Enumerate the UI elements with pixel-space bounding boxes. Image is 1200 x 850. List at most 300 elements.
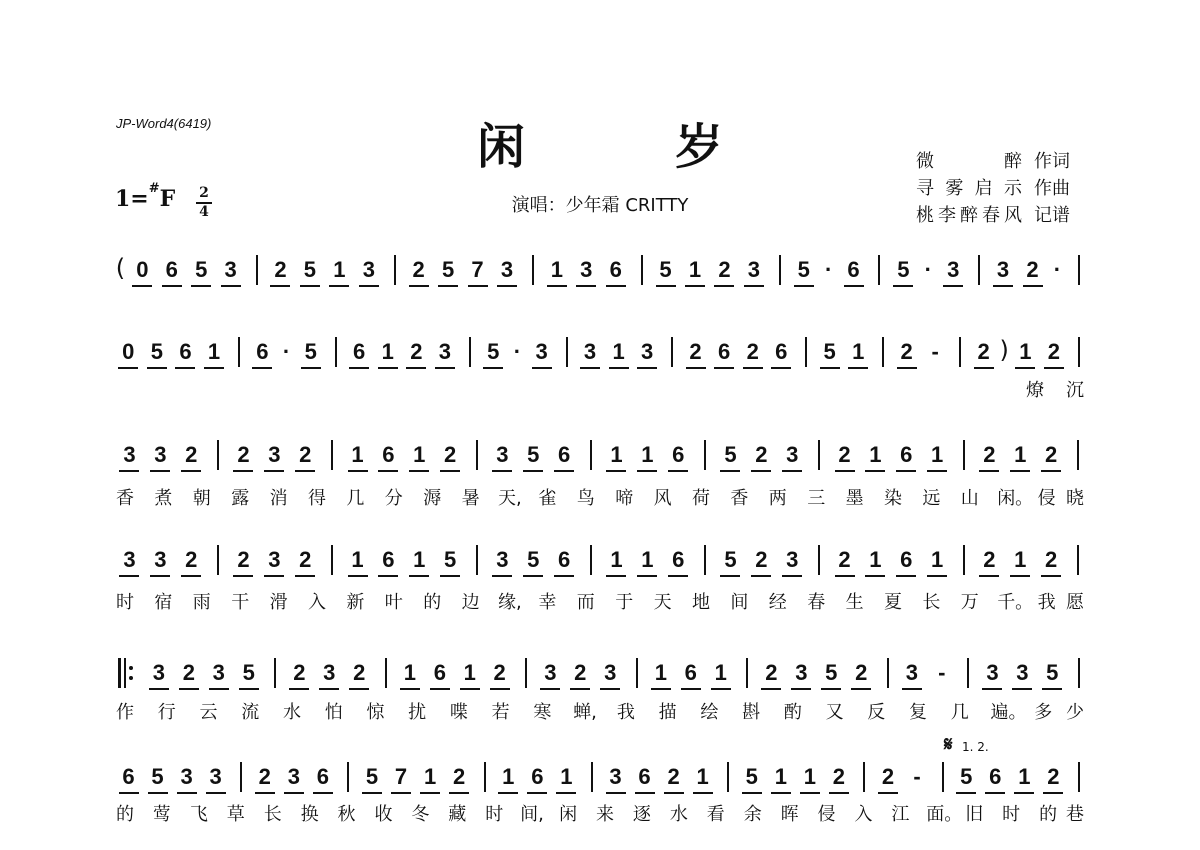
lyric-char: 而 bbox=[576, 592, 595, 613]
beam-underline bbox=[468, 285, 488, 287]
beam-underline bbox=[497, 285, 517, 287]
beam-underline bbox=[554, 575, 574, 577]
beam-underline bbox=[1041, 575, 1061, 577]
beam-underline bbox=[791, 688, 811, 690]
lyric-char: 闲。 bbox=[997, 488, 1034, 509]
note: 2 bbox=[689, 339, 702, 364]
note: 3 bbox=[496, 547, 509, 572]
lyric-char: 两 bbox=[768, 488, 787, 509]
lyric-char: 寒 bbox=[533, 702, 552, 723]
lyric-char: 余 bbox=[743, 804, 762, 825]
lyric-char: 换 bbox=[300, 804, 319, 825]
note: 3 bbox=[544, 660, 557, 685]
beam-underline bbox=[606, 470, 626, 472]
lyric-char: 冬 bbox=[411, 804, 430, 825]
beam-underline bbox=[191, 285, 211, 287]
note: 1 bbox=[774, 764, 787, 789]
barline bbox=[347, 762, 349, 792]
barline bbox=[805, 337, 807, 367]
note: 3 bbox=[947, 257, 960, 282]
note: 5 bbox=[527, 547, 540, 572]
lyrics-row bbox=[114, 698, 1088, 722]
lyric-char: 时 bbox=[485, 804, 504, 825]
beam-underline bbox=[896, 470, 916, 472]
note: 1 bbox=[381, 339, 394, 364]
lyric-char: 藏 bbox=[448, 804, 467, 825]
beam-underline bbox=[664, 792, 684, 794]
beam-underline bbox=[233, 470, 253, 472]
augmentation-dot: · bbox=[1053, 257, 1062, 282]
note: 3 bbox=[123, 547, 136, 572]
beam-underline bbox=[284, 792, 304, 794]
lyric-char: 缘, bbox=[498, 592, 522, 613]
note: 1 bbox=[852, 339, 865, 364]
note: 2 bbox=[1047, 764, 1060, 789]
beam-underline bbox=[300, 285, 320, 287]
note: 5 bbox=[1046, 660, 1059, 685]
note: 1 bbox=[931, 547, 944, 572]
beam-underline bbox=[576, 285, 596, 287]
note: 6 bbox=[165, 257, 178, 282]
beam-underline bbox=[979, 470, 999, 472]
note: 5 bbox=[195, 257, 208, 282]
barline bbox=[566, 337, 568, 367]
beam-underline bbox=[148, 792, 168, 794]
barline bbox=[863, 762, 865, 792]
note: 3 bbox=[996, 257, 1010, 282]
beam-underline bbox=[1010, 575, 1030, 577]
beam-underline bbox=[209, 688, 229, 690]
close-paren: ) bbox=[999, 336, 1009, 364]
performer: 演唱：少年霜 CRITTY bbox=[511, 195, 689, 216]
note: 6 bbox=[900, 442, 913, 467]
lyric-char: 来 bbox=[596, 804, 614, 825]
note: 1 bbox=[688, 257, 702, 282]
note: 2 bbox=[293, 660, 306, 685]
note: 3 bbox=[180, 764, 193, 789]
beam-underline bbox=[147, 367, 167, 369]
credit-lyricist bbox=[916, 148, 1070, 175]
lyricist-role: 作词 bbox=[1034, 151, 1070, 172]
note: 3 bbox=[747, 257, 761, 282]
note: 1 bbox=[654, 660, 667, 685]
barline bbox=[727, 762, 729, 792]
note: 1 bbox=[423, 764, 437, 789]
lyric-char: 水 bbox=[282, 702, 301, 723]
note: 2 bbox=[881, 764, 895, 789]
note: 2 bbox=[453, 764, 466, 789]
lyric-char: 天, bbox=[498, 488, 522, 509]
note: 1 bbox=[931, 442, 944, 467]
lyric-char: 时 bbox=[1002, 804, 1021, 825]
barline bbox=[217, 440, 219, 470]
lyric-char: 江 bbox=[891, 804, 910, 825]
beam-underline bbox=[498, 792, 518, 794]
note: 3 bbox=[609, 764, 622, 789]
beam-underline bbox=[295, 575, 315, 577]
note: 6 bbox=[122, 764, 135, 789]
beam-underline bbox=[179, 688, 199, 690]
beam-underline bbox=[348, 575, 368, 577]
beam-underline bbox=[329, 285, 349, 287]
barline bbox=[704, 440, 706, 470]
note: 1 bbox=[610, 442, 623, 467]
note: 6 bbox=[672, 547, 685, 572]
beam-underline bbox=[668, 470, 688, 472]
beam-underline bbox=[896, 575, 916, 577]
lyric-char: 我 bbox=[1037, 592, 1056, 613]
lyric-char: 扰 bbox=[408, 702, 427, 723]
beam-underline bbox=[656, 285, 676, 287]
note: 3 bbox=[152, 660, 166, 685]
beam-underline bbox=[956, 792, 976, 794]
lyric-char: 看 bbox=[706, 804, 725, 825]
note: 3 bbox=[438, 339, 452, 364]
note: 5 bbox=[303, 257, 317, 282]
note: 3 bbox=[154, 442, 167, 467]
note: 5 bbox=[823, 339, 836, 364]
lyrics-row bbox=[114, 484, 1088, 508]
beam-underline bbox=[540, 688, 560, 690]
lyric-char: 的 bbox=[423, 592, 442, 613]
lyric-char: 蝉, bbox=[573, 702, 597, 723]
barline bbox=[818, 440, 820, 470]
lyric-char: 夏 bbox=[884, 592, 902, 613]
beam-underline bbox=[693, 792, 713, 794]
note: 5 bbox=[527, 442, 540, 467]
lyric-char: 反 bbox=[867, 702, 886, 723]
note: 6 bbox=[900, 547, 913, 572]
beam-underline bbox=[685, 285, 705, 287]
beam-underline bbox=[635, 792, 655, 794]
note: 3 bbox=[209, 764, 222, 789]
barline bbox=[1078, 658, 1080, 688]
barline bbox=[525, 658, 527, 688]
beam-underline bbox=[430, 688, 450, 690]
beam-underline bbox=[1014, 792, 1034, 794]
lyric-char: 愿 bbox=[1066, 592, 1084, 613]
beam-underline bbox=[714, 367, 734, 369]
note: 2 bbox=[977, 339, 990, 364]
lyric-char: 溽 bbox=[423, 488, 442, 509]
note: 2 bbox=[1047, 339, 1061, 364]
lyric-char: 雨 bbox=[192, 592, 211, 613]
note: 5 bbox=[150, 339, 163, 364]
lyric-char: 朝 bbox=[192, 488, 211, 509]
beam-underline bbox=[204, 367, 224, 369]
beam-underline bbox=[606, 285, 626, 287]
beam-underline bbox=[974, 367, 994, 369]
beam-underline bbox=[742, 792, 762, 794]
beam-underline bbox=[1041, 470, 1061, 472]
beam-underline bbox=[771, 792, 791, 794]
augmentation-dot: · bbox=[824, 257, 833, 282]
lyric-char: 描 bbox=[658, 702, 677, 723]
note: 0 bbox=[122, 339, 135, 364]
note: 5 bbox=[441, 257, 455, 282]
augmentation-dot: · bbox=[924, 257, 932, 282]
composer-role: 作曲 bbox=[1034, 178, 1070, 199]
barline bbox=[636, 658, 638, 688]
beam-underline bbox=[878, 792, 898, 794]
beam-underline bbox=[527, 792, 547, 794]
beam-underline bbox=[794, 285, 814, 287]
beam-underline bbox=[400, 688, 420, 690]
beam-underline bbox=[720, 575, 740, 577]
barline bbox=[331, 440, 333, 470]
augmentation-dot: · bbox=[282, 339, 291, 364]
note: 6 bbox=[717, 339, 731, 364]
note: 2 bbox=[299, 442, 312, 467]
note: 6 bbox=[433, 660, 446, 685]
note: 5 bbox=[365, 764, 379, 789]
barline bbox=[590, 440, 592, 470]
note: 2 bbox=[1045, 442, 1058, 467]
beam-underline bbox=[851, 688, 871, 690]
repeat-dot bbox=[129, 676, 133, 680]
barline bbox=[942, 762, 944, 792]
lyric-char: 逐 bbox=[632, 804, 651, 825]
note: 3 bbox=[268, 442, 281, 467]
note: 2 bbox=[185, 547, 198, 572]
lyric-char: 经 bbox=[768, 592, 787, 613]
beam-underline bbox=[150, 575, 170, 577]
lyric-char: 晖 bbox=[780, 804, 799, 825]
barline bbox=[978, 255, 980, 285]
lyric-char: 行 bbox=[157, 702, 176, 723]
lyric-char: 边 bbox=[461, 592, 480, 613]
open-paren: ( bbox=[115, 254, 126, 282]
beam-underline bbox=[119, 792, 139, 794]
barline bbox=[532, 255, 534, 285]
barline bbox=[959, 337, 961, 367]
barline bbox=[484, 762, 486, 792]
barline bbox=[641, 255, 643, 285]
beam-underline bbox=[492, 470, 512, 472]
note: 3 bbox=[496, 442, 509, 467]
augmentation-dot: · bbox=[513, 339, 522, 364]
note: 2 bbox=[1026, 257, 1039, 282]
note: 3 bbox=[604, 660, 617, 685]
note: 3 bbox=[287, 764, 300, 789]
lyric-char: 风 bbox=[653, 488, 672, 509]
note: 5 bbox=[724, 442, 737, 467]
note: 6 bbox=[531, 764, 544, 789]
lyric-char: 面。 bbox=[926, 804, 963, 825]
beam-underline bbox=[1023, 285, 1043, 287]
note: 6 bbox=[638, 764, 651, 789]
note: 2 bbox=[838, 442, 851, 467]
barline bbox=[256, 255, 258, 285]
note: 3 bbox=[268, 547, 281, 572]
time-denominator: 4 bbox=[199, 204, 209, 220]
beam-underline bbox=[606, 792, 626, 794]
lyrics-row bbox=[114, 800, 1088, 824]
lyricist-name: 微 醉 bbox=[916, 151, 1022, 172]
note: 3 bbox=[986, 660, 999, 685]
beam-underline bbox=[606, 575, 626, 577]
lyric-char: 几 bbox=[346, 488, 365, 509]
lyric-char: 喋 bbox=[449, 702, 468, 723]
note: 6 bbox=[382, 442, 395, 467]
composer-name: 寻雾启示 bbox=[916, 178, 1022, 199]
barline bbox=[746, 658, 748, 688]
barline bbox=[882, 337, 884, 367]
barline bbox=[394, 255, 396, 285]
note: 6 bbox=[353, 339, 366, 364]
repeat-dot bbox=[129, 666, 133, 670]
barline bbox=[963, 545, 965, 575]
beam-underline bbox=[490, 688, 510, 690]
lyric-char: 三 bbox=[807, 488, 826, 509]
lyric-char: 消 bbox=[269, 488, 288, 509]
lyric-char: 于 bbox=[615, 592, 634, 613]
lyric-char: 间 bbox=[730, 592, 749, 613]
beam-underline bbox=[289, 688, 309, 690]
note: 5 bbox=[151, 764, 164, 789]
beam-underline bbox=[391, 792, 411, 794]
barline bbox=[704, 545, 706, 575]
beam-underline bbox=[979, 575, 999, 577]
dash-note: - bbox=[913, 764, 921, 789]
beam-underline bbox=[829, 792, 849, 794]
barline bbox=[1078, 337, 1080, 367]
note: 3 bbox=[641, 339, 654, 364]
barline bbox=[1078, 762, 1080, 792]
beam-underline bbox=[177, 792, 197, 794]
note: 5 bbox=[960, 764, 973, 789]
beam-underline bbox=[681, 688, 701, 690]
beam-underline bbox=[1015, 367, 1035, 369]
beam-underline bbox=[844, 285, 864, 287]
note: 6 bbox=[256, 339, 269, 364]
note: 1 bbox=[413, 442, 426, 467]
lyric-char: 几 bbox=[950, 702, 969, 723]
beam-underline bbox=[378, 367, 398, 369]
beam-underline bbox=[651, 688, 671, 690]
note: 1 bbox=[1014, 547, 1027, 572]
note: 1 bbox=[714, 660, 727, 685]
lyric-char: 万 bbox=[960, 592, 979, 613]
barline bbox=[331, 545, 333, 575]
beam-underline bbox=[1010, 470, 1030, 472]
beam-underline bbox=[162, 285, 182, 287]
lyric-char: 多 bbox=[1034, 702, 1053, 723]
lyric-char: 我 bbox=[616, 702, 635, 723]
lyric-char: 香 bbox=[116, 488, 134, 509]
lyrics-row bbox=[114, 376, 1088, 400]
note: 2 bbox=[667, 764, 680, 789]
note: 7 bbox=[471, 257, 484, 282]
beam-underline bbox=[264, 470, 284, 472]
lyric-char: 闲 bbox=[559, 804, 578, 825]
beam-underline bbox=[744, 285, 764, 287]
barline bbox=[1078, 255, 1080, 285]
beam-underline bbox=[378, 575, 398, 577]
lyric-char: 暑 bbox=[461, 488, 480, 509]
note: 5 bbox=[745, 764, 758, 789]
note: 6 bbox=[558, 547, 571, 572]
note: 2 bbox=[983, 547, 996, 572]
note: 2 bbox=[410, 339, 423, 364]
barline bbox=[887, 658, 889, 688]
beam-underline bbox=[483, 367, 503, 369]
lyric-char: 的 bbox=[1039, 804, 1058, 825]
note: 3 bbox=[323, 660, 336, 685]
note: 2 bbox=[574, 660, 587, 685]
dash-note: - bbox=[938, 660, 946, 685]
beam-underline bbox=[362, 792, 382, 794]
beam-underline bbox=[492, 575, 512, 577]
lyric-char: 侵 bbox=[817, 804, 836, 825]
note: 3 bbox=[1016, 660, 1029, 685]
note: 1 bbox=[351, 442, 364, 467]
beam-underline bbox=[348, 470, 368, 472]
lyric-char: 滑 bbox=[269, 592, 288, 613]
lyric-char: 啼 bbox=[615, 488, 634, 509]
beam-underline bbox=[782, 470, 802, 472]
barline bbox=[476, 440, 478, 470]
beam-underline bbox=[821, 688, 841, 690]
beam-underline bbox=[409, 285, 429, 287]
lyric-char: 旧 bbox=[965, 804, 984, 825]
barline bbox=[963, 440, 965, 470]
note: 6 bbox=[382, 547, 395, 572]
beam-underline bbox=[409, 575, 429, 577]
note: 6 bbox=[558, 442, 571, 467]
key-prefix: 1= bbox=[115, 186, 149, 212]
note: 2 bbox=[718, 257, 731, 282]
lyric-char: 复 bbox=[909, 702, 928, 723]
beam-underline bbox=[893, 285, 913, 287]
note: 1 bbox=[351, 547, 364, 572]
note: 2 bbox=[237, 442, 250, 467]
lyric-char: 沉 bbox=[1066, 380, 1084, 401]
lyric-char: 入 bbox=[308, 592, 326, 613]
barline bbox=[1077, 440, 1079, 470]
lyric-char: 若 bbox=[491, 702, 510, 723]
note: 6 bbox=[609, 257, 622, 282]
barline bbox=[385, 658, 387, 688]
lyric-char: 春 bbox=[807, 592, 826, 613]
barline bbox=[818, 545, 820, 575]
beam-underline bbox=[449, 792, 469, 794]
lyric-char: 地 bbox=[692, 592, 710, 613]
beam-underline bbox=[865, 575, 885, 577]
lyric-char: 草 bbox=[226, 804, 245, 825]
transcriber-role: 记谱 bbox=[1034, 205, 1070, 226]
beam-underline bbox=[902, 688, 922, 690]
note: 1 bbox=[560, 764, 573, 789]
note: 6 bbox=[989, 764, 1002, 789]
lyric-char: 晓 bbox=[1066, 488, 1084, 509]
lyric-char: 得 bbox=[308, 488, 326, 509]
lyric-char: 遍。 bbox=[990, 702, 1027, 723]
lyric-char: 干 bbox=[231, 592, 250, 613]
beam-underline bbox=[319, 688, 339, 690]
beam-underline bbox=[150, 470, 170, 472]
lyric-char: 流 bbox=[241, 702, 260, 723]
lyric-char: 斟 bbox=[742, 702, 761, 723]
beam-underline bbox=[435, 367, 455, 369]
beam-underline bbox=[181, 470, 201, 472]
note: 5 bbox=[897, 257, 910, 282]
lyric-char: 长 bbox=[922, 592, 941, 613]
lyric-char: 染 bbox=[884, 488, 902, 509]
beam-underline bbox=[440, 470, 460, 472]
beam-underline bbox=[865, 470, 885, 472]
note: 1 bbox=[610, 547, 623, 572]
